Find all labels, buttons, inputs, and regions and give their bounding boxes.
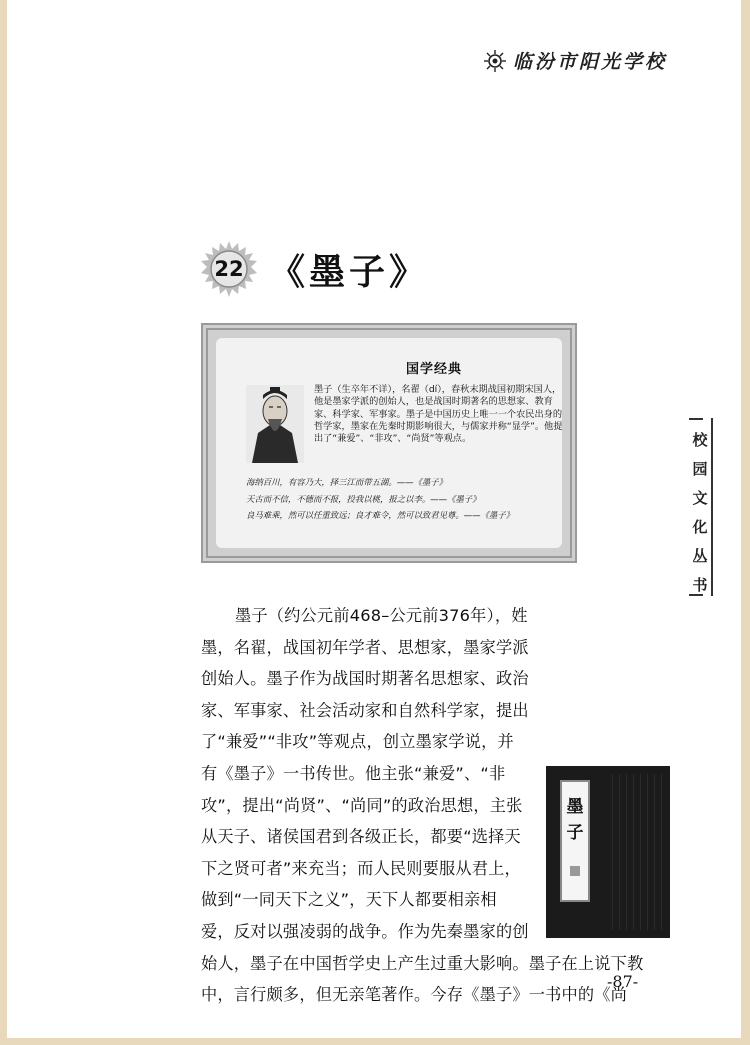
school-name: 临汾市阳光学校 xyxy=(512,51,667,73)
chapter-title: 《墨子》 xyxy=(269,250,430,293)
side-vertical-rule xyxy=(711,418,713,596)
quote-line: 天古而不信，不德而不报，投我以桃，报之以李。——《墨子》 xyxy=(246,493,481,504)
quote-line: 良马难乘，然可以任重致远；良才难令，然可以致君见尊。——《墨子》 xyxy=(246,510,514,520)
classic-info-card xyxy=(201,323,577,563)
book-title-char: 子 xyxy=(566,823,584,843)
page-header xyxy=(483,47,667,74)
body-paragraph: 墨子（约公元前468–公元前376年），姓墨，名翟，战国初年学者、思想家，墨家学派创始人。墨子作为战国时期著名思想家、政治家、军事家、社会活动家和自然科学家，提出了“兼爱”“非攻”等观点，创立墨家学说，并有《墨子》一书传世。他主张“兼爱”、“非攻”，提出“尚贤”、“尚同”的政治思想，主张从天子、诸侯国君到各级正长，都要“选择天下之贤可者”来充当；而人民则要服从君上，做到“一同天下之义”，天下人都要相亲相爱，反对以强凌弱的战争。作为先秦墨家的创始人，墨子在中国哲学史上产生过重大影响。墨子在上说下教中，言行颇多，但无亲笔著作。今存《墨子》一书中的《尚 xyxy=(201,606,644,1005)
book-page xyxy=(7,0,741,1038)
mozi-portrait-image xyxy=(246,385,304,463)
body-text xyxy=(201,600,671,1011)
quote-line: 海纳百川，有容乃大，择三江而带五湖。——《墨子》 xyxy=(246,477,447,487)
divider xyxy=(689,594,703,596)
series-side-tab xyxy=(689,418,711,596)
card-inner xyxy=(216,338,562,548)
chapter-heading xyxy=(201,241,429,297)
chapter-number: 22 xyxy=(214,257,244,281)
series-name: 校 园 文 化 丛 书 xyxy=(692,431,708,594)
card-quotes xyxy=(246,474,576,524)
divider xyxy=(689,418,703,420)
book-title-char: 墨 xyxy=(566,797,584,817)
image-float-spacer xyxy=(541,764,671,944)
page-number: -87- xyxy=(607,972,639,991)
card-bio-text: 墨子（生卒年不详），名翟（dí），春秋末期战国初期宋国人，他是墨家学派的创始人，也是战国时期著名的思想家、教育家、科学家、军事家。墨子是中国历史上唯一一个农民出身的哲学家，墨家在先秦时期影响很大，与儒家并称“显学”。他提出了“兼爱”、“非攻”、“尚贤”等观点。 xyxy=(314,384,563,445)
chapter-number-badge xyxy=(201,241,257,297)
sun-logo-icon xyxy=(483,49,507,73)
card-heading: 国学经典 xyxy=(406,362,463,377)
